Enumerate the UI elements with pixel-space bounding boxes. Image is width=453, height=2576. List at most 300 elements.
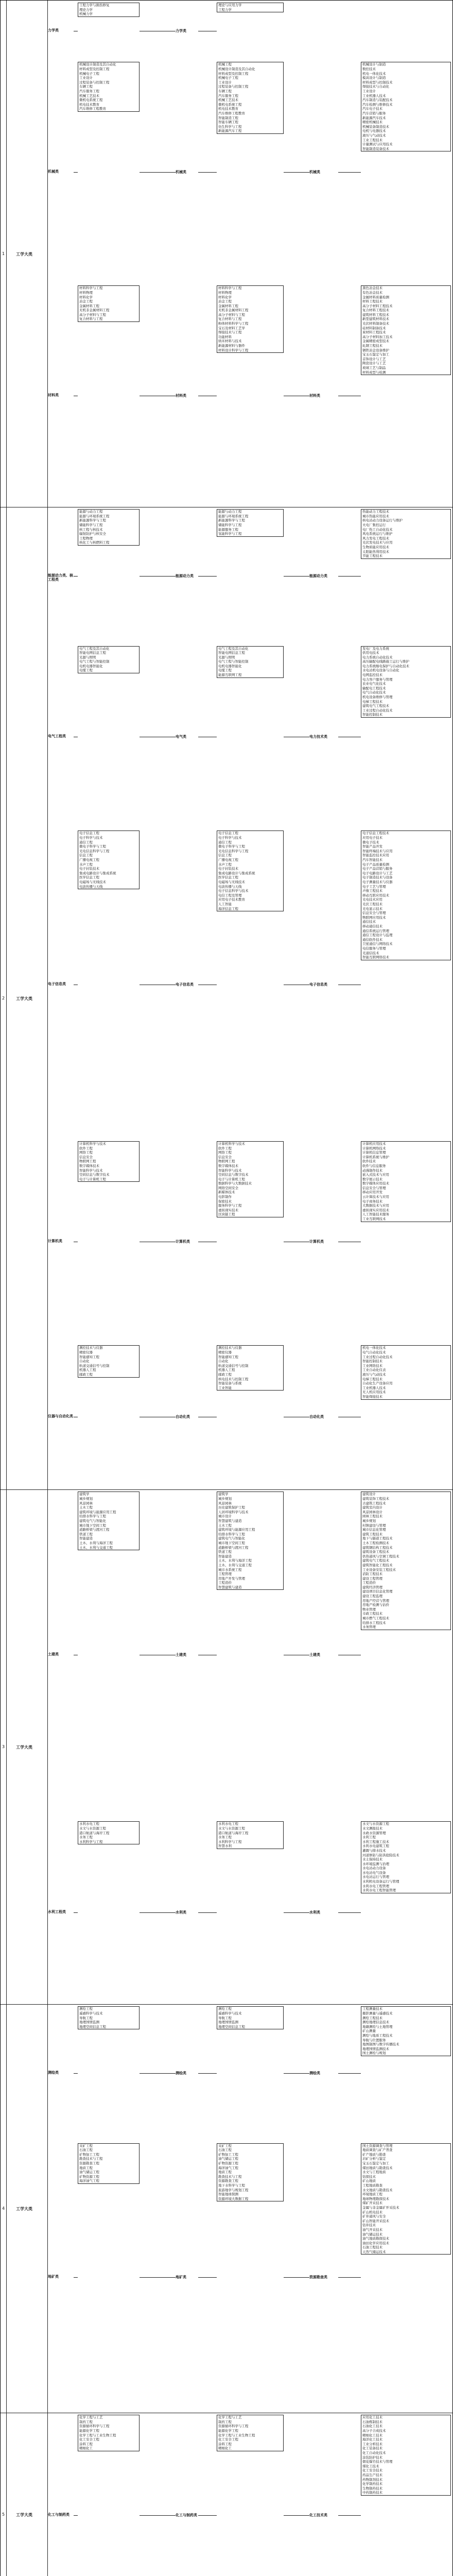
job-item: 汽车智能技术 xyxy=(362,858,382,862)
job-item: 金属材料质量检测 xyxy=(362,295,389,299)
job-item: 村镇建设与管理 xyxy=(362,1523,386,1528)
major-item: 港口航道与海岸工程 xyxy=(218,1831,249,1835)
major-item: 水利科学与工程 xyxy=(218,1839,242,1844)
group-item: 电子信息工程 xyxy=(79,831,99,836)
major-item: 建筑电气与智能化 xyxy=(218,1536,245,1541)
job-item: 轧钢工程技术 xyxy=(362,344,382,348)
majors-label: 自动化类 xyxy=(176,1415,190,1419)
job-item: 城市燃气工程技术 xyxy=(362,1616,389,1621)
group-item: 建筑电气与智能化 xyxy=(79,1518,106,1523)
connector xyxy=(198,1912,217,1913)
job-item: 矿产地质与勘查 xyxy=(362,2152,386,2157)
job-item: 水利机电设备运行与管理 xyxy=(362,1879,399,1884)
major-item: 光源与照明 xyxy=(218,655,235,659)
jobs-label: 材料类 xyxy=(309,394,320,398)
major-item: 机械电子工程 xyxy=(218,76,238,80)
major-item: 电子与计算机工程 xyxy=(218,1177,245,1181)
group-item: 微电子科学与工程 xyxy=(79,844,106,849)
section-index: 1 xyxy=(2,251,5,256)
group-item: 水务工程 xyxy=(79,1835,93,1840)
section-index: 2 xyxy=(2,995,5,1001)
jobs-box xyxy=(361,831,451,960)
job-item: 地球物理勘探技术 xyxy=(362,2196,389,2201)
job-item: 智能制造装备技术 xyxy=(362,146,389,151)
job-item: 材料工程技术 xyxy=(362,299,382,304)
group-item: 电磁场与无线技术 xyxy=(79,880,106,884)
jobs-box xyxy=(361,1492,451,1630)
connector xyxy=(140,1912,176,1913)
major-item: 海洋信息工程 xyxy=(218,906,238,911)
connector xyxy=(284,2515,309,2516)
job-item: 动漫制作技术 xyxy=(362,1168,382,1173)
major-item: 建筑环境与能源应用工程 xyxy=(218,1528,255,1532)
job-item: 信息安全与管理 xyxy=(362,911,386,916)
job-item: 工业互联网技术 xyxy=(362,1217,386,1222)
job-item: 光伏发电技术与应用 xyxy=(362,540,393,545)
connector xyxy=(198,2277,217,2278)
major-item: 材料设计科学与工程 xyxy=(218,348,249,352)
job-item: 城市信息化管理 xyxy=(362,1528,386,1532)
job-item: 地图制图与数字传播技术 xyxy=(362,2042,399,2047)
job-item: 建筑装饰工程技术 xyxy=(362,1497,389,1501)
job-item: 煤田地质与勘查技术 xyxy=(362,2165,393,2170)
major-item: 复合材料与工程 xyxy=(218,317,242,321)
job-item: 环境地质工程 xyxy=(362,2192,382,2197)
majors-label: 机械类 xyxy=(176,170,186,175)
job-item: 水利水电建筑工程 xyxy=(362,1844,389,1849)
group-item: 软件工程 xyxy=(79,1146,93,1150)
major-item: 海洋油气工程 xyxy=(218,2165,238,2170)
connector xyxy=(140,576,176,577)
jobs-box xyxy=(361,1141,451,1222)
major-item: 自动化 xyxy=(218,1359,229,1364)
major-item: 智能制造工程 xyxy=(218,115,238,120)
major-item: 资源循环科学与工程 xyxy=(218,2424,249,2429)
job-item: 机电一体化技术 xyxy=(362,1346,386,1350)
majors-box xyxy=(217,831,284,911)
major-item: 物联网工程 xyxy=(218,1159,235,1164)
majors-box xyxy=(217,2415,284,2451)
job-item: 模具设计与制造 xyxy=(362,76,386,80)
major-item: 材料成型及控制工程 xyxy=(218,71,249,76)
job-item: 水利水电工程智能管理 xyxy=(362,1888,396,1893)
job-item: 虚拟现实应用技术 xyxy=(362,1208,389,1212)
group-item: 化学工程与工艺 xyxy=(79,2415,103,2420)
major-item: 智能装备与系统 xyxy=(218,1381,242,1386)
group-items-box xyxy=(78,2415,140,2451)
job-item: 导航与位置服务 xyxy=(362,2038,386,2042)
job-item: 建筑设备工程技术 xyxy=(362,1550,389,1554)
group-item: 测绘工程 xyxy=(79,2007,93,2011)
group-items-box xyxy=(78,1345,140,1377)
job-item: 物联网应用技术 xyxy=(362,915,386,920)
group-item: 计算机科学与技术 xyxy=(79,1141,106,1146)
major-item: 历史建筑保护工程 xyxy=(218,1505,245,1510)
job-item: 水利工程施工技术 xyxy=(362,1839,389,1844)
major-item: 材料科学与工程 xyxy=(218,286,242,291)
major-item: 精密仪器 xyxy=(218,1350,232,1354)
group-item: 智能建造 xyxy=(79,1536,93,1541)
job-item: 化学制药技术 xyxy=(362,2482,382,2486)
majors-label: 材料类 xyxy=(176,394,186,398)
section-block xyxy=(1,2004,453,2413)
group-name: 地矿类 xyxy=(48,2275,59,2279)
major-item: 化学工程与工业生物工程 xyxy=(218,2433,255,2437)
job-item: 工业过程自动化技术 xyxy=(362,1354,393,1359)
majors-box xyxy=(217,509,284,537)
job-item: 高分子材料工程技术 xyxy=(362,303,393,308)
job-item: 玻璃工艺与制品 xyxy=(362,366,386,370)
job-item: 软件与信息服务 xyxy=(362,1163,386,1168)
group-item: 智能科学与技术 xyxy=(79,1168,103,1173)
group-item: 能源与环境系统工程 xyxy=(79,514,110,518)
job-item: 云计算技术与应用 xyxy=(362,1195,389,1199)
jobs-label: 电子信息类 xyxy=(309,982,327,987)
group-item: 土木工程 xyxy=(79,1505,93,1510)
group-item: 水文与水资源工程 xyxy=(79,1826,106,1831)
section-index: 4 xyxy=(2,2206,5,2211)
major-item: 数字媒体技术 xyxy=(218,1163,238,1168)
job-item: 电子电路设计与工艺 xyxy=(362,871,393,875)
job-item: 建设工程监理 xyxy=(362,1594,382,1599)
job-item: 建筑智能化工程技术 xyxy=(362,1563,393,1567)
group-item: 工业设计 xyxy=(79,76,93,80)
job-item: 煤化工技术 xyxy=(362,2464,379,2468)
major-item: 信息工程 xyxy=(218,853,232,858)
job-item: 钻探技术 xyxy=(362,2174,376,2179)
connector xyxy=(338,1912,361,1913)
job-item: 有色冶金技术 xyxy=(362,290,382,295)
major-item: 机电技术教育 xyxy=(218,107,238,111)
job-item: 通信系统运行管理 xyxy=(362,928,389,933)
job-item: 硅材料制备技术 xyxy=(362,326,386,330)
job-item: 生物质能应用技术 xyxy=(362,545,389,549)
job-item: 电气自动化技术 xyxy=(362,690,386,695)
major-item: 城乡规划 xyxy=(218,1497,232,1501)
major-item: 道路桥梁与渡河工程 xyxy=(218,1545,249,1550)
job-item: 水文与水资源工程 xyxy=(362,1822,389,1826)
major-item: 材料化学 xyxy=(218,295,232,299)
group-item: 涂料工程 xyxy=(79,2442,93,2446)
jobs-label: 能源动力类 xyxy=(309,573,327,578)
majors-box xyxy=(217,1141,284,1217)
job-item: 输配电工程技术 xyxy=(362,686,386,690)
major-item: 医学信息工程 xyxy=(218,875,238,880)
connector xyxy=(338,576,361,577)
job-item: 移动应用开发 xyxy=(362,1190,382,1195)
major-item: 土木、水利与海洋工程 xyxy=(218,1558,252,1563)
job-item: 建筑电气工程技术 xyxy=(362,704,389,708)
job-item: 电子商务技术 xyxy=(362,1199,382,1204)
group-item: 电缆工程 xyxy=(79,668,93,673)
job-item: 油田化学应用技术 xyxy=(362,2241,389,2245)
major-item: 机器人工程 xyxy=(218,1368,235,1372)
majors-label: 电气类 xyxy=(176,735,186,739)
major-item: 空间信息与数字技术 xyxy=(218,1173,249,1177)
job-item: 灌溉与排水技术 xyxy=(362,1848,386,1853)
group-item: 电子科学与技术 xyxy=(79,836,103,840)
group-name: 计算机类 xyxy=(48,1239,62,1244)
job-item: 地下与隧道工程技术 xyxy=(362,1536,393,1541)
section-block xyxy=(1,507,453,1489)
job-item: 钢铁冶金设备维护 xyxy=(362,348,389,352)
group-item: 精细化工 xyxy=(79,2446,93,2451)
majors-box xyxy=(217,285,284,353)
group-item: 金属材料工程 xyxy=(79,303,99,308)
connector xyxy=(338,172,361,173)
job-item: 农业电气化技术 xyxy=(362,682,386,686)
category-label: 工学大类 xyxy=(16,996,32,1001)
section-index: 5 xyxy=(2,2512,5,2517)
job-item: 光电显示技术 xyxy=(362,906,382,911)
group-item: 水利水电工程 xyxy=(79,1822,99,1826)
job-item: 电力客户服务与管理 xyxy=(362,677,393,682)
group-item: 材料科学与工程 xyxy=(79,286,103,291)
job-item: 计算机信息管理 xyxy=(362,1150,386,1155)
major-item: 资源勘查工程 xyxy=(218,2179,238,2183)
major-item: 计算机科学与技术 xyxy=(218,1141,245,1146)
major-item: 工程力学 xyxy=(218,7,232,12)
job-item: 工程地质勘查 xyxy=(362,2183,382,2188)
job-item: 高分子材料加工技术 xyxy=(362,334,393,339)
group-item: 水利科学与工程 xyxy=(79,1839,103,1844)
major-item: 油气储运工程 xyxy=(218,2157,238,2161)
job-item: 移动通信技术 xyxy=(362,924,382,928)
major-item: 智能车辆工程 xyxy=(218,120,238,125)
major-item: 微机电系统工程 xyxy=(218,102,242,107)
major-item: 测控技术与仪器 xyxy=(218,1346,242,1350)
group-item: 智能电网信息工程 xyxy=(79,651,106,655)
job-item: 园林工程技术 xyxy=(362,1514,382,1519)
job-item: 电机与电器技术 xyxy=(362,129,386,133)
group-item: 导航工程 xyxy=(79,2015,93,2020)
section-divider xyxy=(1,2004,453,2005)
group-item: 勘查技术与工程 xyxy=(79,2157,103,2161)
group-item: 电气工程及其自动化 xyxy=(79,646,110,651)
job-item: 物业管理 xyxy=(362,1607,376,1612)
job-item: 地籍测绘与土地管理 xyxy=(362,2024,393,2029)
job-item: 通信技术 xyxy=(362,920,376,924)
category-label: 工学大类 xyxy=(16,251,32,257)
major-item: 机械工程 xyxy=(218,62,232,67)
group-item: 地理空间信息工程 xyxy=(79,2024,106,2029)
group-item: 建筑学 xyxy=(79,1492,90,1497)
group-item: 矿物资源工程 xyxy=(79,2174,99,2179)
group-items-box xyxy=(78,2006,140,2029)
majors-label: 电子信息类 xyxy=(176,982,194,987)
group-item: 无机非金属材料工程 xyxy=(79,308,110,313)
major-item: 工业智能 xyxy=(218,1385,232,1390)
group-item: 工程力学与损伤修复 xyxy=(79,3,110,7)
major-item: 核电技术与控制工程 xyxy=(218,1377,249,1381)
section-block xyxy=(1,2413,453,2576)
group-item: 储能科学与工程 xyxy=(79,523,103,527)
job-item: 精密机械技术 xyxy=(362,120,382,125)
major-item: 城市设计 xyxy=(218,1514,232,1519)
job-item: 炭材料工程技术 xyxy=(362,330,386,335)
major-item: 风景园林 xyxy=(218,1501,232,1505)
connector xyxy=(74,1912,78,1913)
job-item: 宝玉石鉴定与加工 xyxy=(362,352,389,357)
major-item: 测绘工程 xyxy=(218,2007,232,2011)
major-item: 高分子材料与工程 xyxy=(218,312,245,317)
group-items-box xyxy=(78,285,140,322)
job-item: 电力系统自动化技术 xyxy=(362,655,393,659)
major-item: 轨道交通信号与控制 xyxy=(218,1363,249,1368)
jobs-label: 电力技术类 xyxy=(309,735,327,739)
group-item: 轨道交通信号与控制 xyxy=(79,1363,110,1368)
job-item: 风电系统运行与维护 xyxy=(362,532,393,536)
job-item: 计算机系统与维护 xyxy=(362,1155,389,1159)
major-item: 智慧水利 xyxy=(218,1844,232,1849)
job-item: 化工装备技术 xyxy=(362,2446,382,2451)
job-item: 建筑经济管理 xyxy=(362,1585,382,1589)
major-item: 导航工程 xyxy=(218,2015,232,2020)
major-item: 电缆工程 xyxy=(218,668,232,673)
group-name: 力学类 xyxy=(48,28,59,32)
group-item: 地理国情监测 xyxy=(79,2020,99,2025)
major-item: 邮政工程 xyxy=(218,1372,232,1377)
majors-label: 水利类 xyxy=(176,1910,186,1914)
job-item: 烟花爆竹技术与管理 xyxy=(362,2460,393,2464)
job-item: 机电设备维修与管理 xyxy=(362,695,393,700)
job-item: 电厂热工自动化技术 xyxy=(362,527,393,532)
job-item: 大数据技术与应用 xyxy=(362,1204,389,1208)
major-item: 电磁场与无线技术 xyxy=(218,880,245,884)
job-item: 建筑电气工程技术 xyxy=(362,1558,389,1563)
job-item: 工程造价 xyxy=(362,1581,376,1585)
major-item: 建筑学 xyxy=(218,1492,229,1497)
group-items-box xyxy=(78,831,140,889)
job-item: 水电站机电设备与自动化 xyxy=(362,668,399,673)
major-item: 智能地球探测 xyxy=(218,2192,238,2197)
majors-label: 能源动力类 xyxy=(176,573,194,578)
job-item: 机械装备制造技术 xyxy=(362,124,389,129)
job-item: 新型建筑材料技术 xyxy=(362,317,389,321)
job-item: 电网监控技术 xyxy=(362,673,382,677)
group-item: 海洋油气工程 xyxy=(79,2179,99,2183)
job-item: 生物制药技术 xyxy=(362,2486,382,2490)
job-item: 数字媒体应用技术 xyxy=(362,1181,389,1186)
major-item: 电子科学与技术 xyxy=(218,836,242,840)
major-item: 数据科学与大数据技术 xyxy=(218,1181,252,1186)
group-name: 材料类 xyxy=(48,393,59,398)
job-item: 测绘工程技术 xyxy=(362,2015,382,2020)
job-item: 计算机应用技术 xyxy=(362,1141,386,1146)
major-item: 保密技术 xyxy=(218,1199,232,1204)
jobs-label: 资源勘查类 xyxy=(309,2275,327,2280)
job-item: 矿井通风与安全 xyxy=(362,2214,386,2219)
job-item: 电子产品营销与服务 xyxy=(362,867,393,871)
job-item: 智能产品开发 xyxy=(362,844,382,849)
job-item: 高分子合成技术 xyxy=(362,2428,386,2433)
job-item: 核电站动力设备运行与维护 xyxy=(362,518,403,523)
major-item: 矿物加工工程 xyxy=(218,2152,238,2157)
category-column xyxy=(7,2413,48,2576)
majors-box xyxy=(217,1345,284,1391)
job-item: 软件技术 xyxy=(362,1159,376,1164)
job-item: 化工自动化技术 xyxy=(362,2450,386,2455)
majors-box xyxy=(217,1492,284,1590)
job-item: 金属与非金属矿开采技术 xyxy=(362,2205,399,2210)
job-item: 节能工程技术 xyxy=(362,554,382,558)
job-item: 智能终端技术与应用 xyxy=(362,849,393,853)
job-item: 建筑钢结构工程技术 xyxy=(362,1545,393,1550)
major-item: 功能材料 xyxy=(218,334,232,339)
group-name: 机械类 xyxy=(48,170,59,174)
job-item: 水土保持技术 xyxy=(362,1857,382,1862)
job-item: 人工智能技术服务 xyxy=(362,1212,389,1217)
job-item: 风力发电工程技术 xyxy=(362,536,389,540)
job-item: 煤矿开采技术 xyxy=(362,2201,382,2206)
major-item: 机械设计制造及其自动化 xyxy=(218,67,255,72)
job-item: 测绘地理信息技术 xyxy=(362,2020,389,2025)
major-item: 储能科学与工程 xyxy=(218,523,242,527)
job-item: 建筑设计 xyxy=(362,1492,376,1497)
group-item: 汽车服务工程 xyxy=(79,89,99,93)
job-item: 国土测绘与规划 xyxy=(362,2051,386,2056)
job-item: 数字展示技术 xyxy=(362,1177,382,1181)
group-item: 信息安全 xyxy=(79,1155,93,1159)
major-item: 电子信息工程 xyxy=(218,831,238,836)
section-block xyxy=(1,1489,453,2004)
major-item: 城市地下空间工程 xyxy=(218,1540,245,1545)
job-item: 电气自动化技术 xyxy=(362,1350,386,1354)
job-item: 光伏工程技术 xyxy=(362,902,382,906)
group-item: 医学信息工程 xyxy=(79,875,99,880)
jobs-box xyxy=(361,2143,451,2255)
jobs-label: 自动化类 xyxy=(309,1415,324,1419)
major-item: 土木、水利与交通工程 xyxy=(218,1563,252,1567)
job-item: 钻井技术 xyxy=(362,2223,376,2228)
job-item: 陶瓷设计与工艺 xyxy=(362,361,386,366)
group-item: 道路桥梁与渡河工程 xyxy=(79,1528,110,1532)
job-item: 智能监控技术应用 xyxy=(362,853,389,858)
job-item: 通信工程设计与监理 xyxy=(362,933,393,938)
job-item: 水政水资源管理 xyxy=(362,1831,386,1835)
job-item: 声像工程技术 xyxy=(362,889,382,893)
job-item: 工业过程自动化技术 xyxy=(362,708,393,713)
major-item: 智慧建筑与建造 xyxy=(218,1518,242,1523)
connector xyxy=(198,2073,217,2074)
section-index: 3 xyxy=(2,1744,5,1749)
job-item: 建筑工程技术 xyxy=(362,1532,382,1536)
group-item: 微机电系统工程 xyxy=(79,98,103,103)
major-item: 水声工程 xyxy=(218,862,232,867)
job-item: 智能焊接技术 xyxy=(362,1394,382,1399)
major-item: 电波传播与天线 xyxy=(218,884,242,889)
group-items-box xyxy=(78,62,140,112)
major-item: 精细化工 xyxy=(218,2446,232,2451)
job-item: 工业设计 xyxy=(362,89,376,93)
job-item: 液压与气动技术 xyxy=(362,133,386,138)
job-item: 卫星通信与网络技术 xyxy=(362,942,393,946)
index-column xyxy=(1,2413,7,2576)
job-item: 水电站运行与管理 xyxy=(362,1875,389,1879)
job-item: 油气地质勘探技术 xyxy=(362,2236,389,2241)
group-item: 水声工程 xyxy=(79,862,93,867)
group-item: 机器人工程 xyxy=(79,1368,96,1372)
major-item: 工程造价 xyxy=(218,1581,232,1585)
major-item: 区块链工程 xyxy=(218,1212,235,1217)
major-item: 电影制作 xyxy=(218,1195,232,1199)
job-item: 水利水电工程管理 xyxy=(362,1884,389,1888)
job-item: 光通信技术 xyxy=(362,951,379,955)
major-item: 地理国情监测 xyxy=(218,2020,238,2025)
group-name: 测绘类 xyxy=(48,2070,59,2075)
majors-label: 测绘类 xyxy=(176,2071,186,2075)
group-item: 理论力学 xyxy=(79,7,93,12)
